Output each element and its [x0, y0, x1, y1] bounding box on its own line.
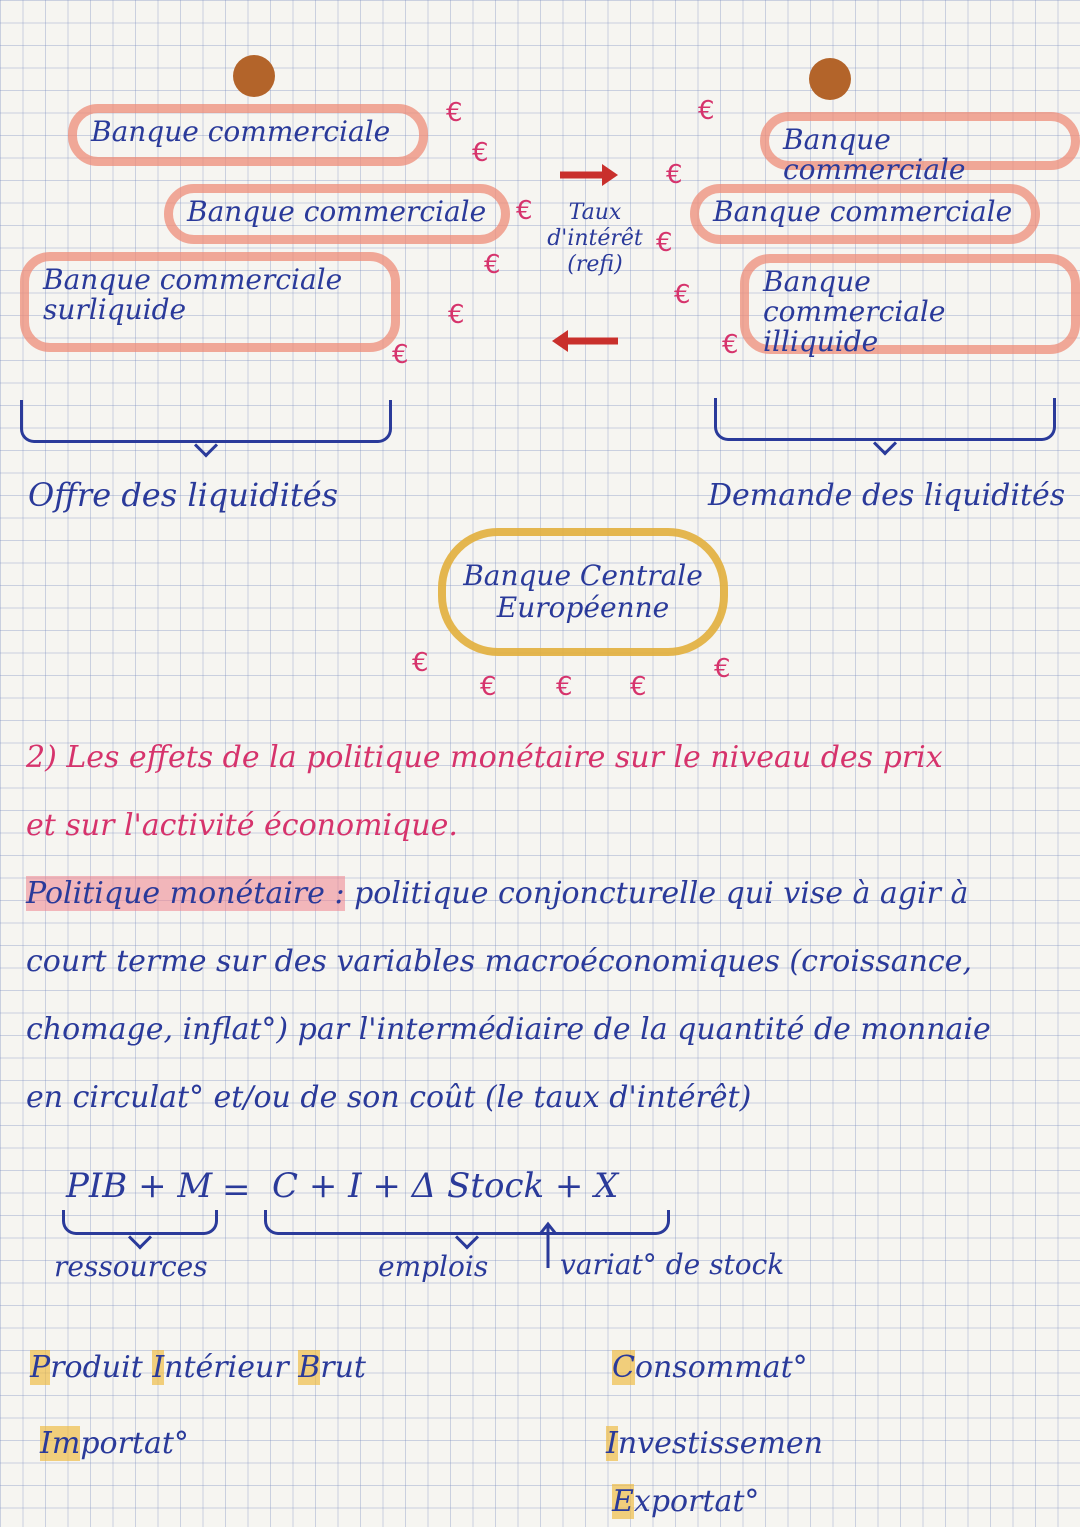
resources-brace [62, 1210, 218, 1235]
central-bank-bce: Banque Centrale Européenne [438, 528, 728, 656]
legend-word: roduit [50, 1350, 153, 1385]
punch-hole-left [233, 55, 275, 97]
right-bank-illiquide: Banque commerciale illiquide [740, 254, 1080, 354]
euro-icon: € [556, 672, 573, 702]
euro-icon: € [484, 250, 501, 280]
euro-icon: € [656, 228, 673, 258]
definition-text: politique conjoncturelle qui vise à agir à [344, 876, 969, 911]
legend-word: xportat° [633, 1484, 760, 1519]
section-heading-line2: et sur l'activité économique. [26, 808, 458, 843]
left-bank-1: Banque commerciale [68, 104, 428, 166]
left-brace [20, 400, 392, 443]
arrow-up-icon [536, 1220, 560, 1270]
legend-word: portat° [80, 1426, 189, 1461]
left-bank-2: Banque commerciale [164, 184, 510, 244]
equation-left: PIB + M [66, 1166, 213, 1206]
equation-right: C + I + Δ Stock + X [272, 1166, 619, 1206]
legend-investissement [606, 1426, 823, 1461]
legend-consommation [612, 1350, 808, 1385]
right-bank-1: Banque commerciale [760, 112, 1080, 170]
euro-icon: € [446, 98, 463, 128]
euro-icon: € [630, 672, 647, 702]
legend-initial: C [612, 1350, 635, 1385]
label-resources: ressources [54, 1250, 208, 1283]
arrow-left-icon [548, 326, 622, 356]
left-bank-surliquide: Banque commerciale surliquide [20, 252, 400, 352]
label-uses: emplois [378, 1250, 489, 1283]
legend-exportation [612, 1484, 759, 1519]
euro-icon: € [516, 196, 533, 226]
legend-word: ntérieur [164, 1350, 299, 1385]
euro-icon: € [674, 280, 691, 310]
offre-liquidites-caption: Offre des liquidités [28, 476, 339, 514]
legend-initial: I [606, 1426, 618, 1461]
euro-icon: € [714, 654, 731, 684]
definition-term: Politique monétaire : [26, 876, 345, 911]
definition-line3: chomage, inflat°) par l'intermédiaire de la quantité de monnaie [26, 1012, 991, 1047]
legend-initial: I [40, 1426, 52, 1461]
legend-initial: I [152, 1350, 165, 1385]
right-brace [714, 398, 1056, 441]
euro-icon: € [666, 160, 683, 190]
uses-brace [264, 1210, 670, 1235]
legend-importation [40, 1426, 189, 1461]
definition-line2: court terme sur des variables macroéconomiques (croissance, [26, 944, 973, 979]
demande-liquidites-caption: Demande des liquidités [708, 478, 1066, 513]
punch-hole-right [809, 58, 851, 100]
section-heading-line1: 2) Les effets de la politique monétaire sur le niveau des prix [26, 740, 943, 775]
euro-icon: € [392, 340, 409, 370]
right-bank-2: Banque commerciale [690, 184, 1040, 244]
euro-icon: € [480, 672, 497, 702]
legend-word: rut [320, 1350, 366, 1385]
euro-icon: € [472, 138, 489, 168]
euro-icon: € [448, 300, 465, 330]
label-stock-variation: variat° de stock [560, 1248, 785, 1281]
legend-initial: P [30, 1350, 51, 1385]
definition-line1 [26, 876, 968, 912]
legend-initial: m [51, 1426, 81, 1461]
euro-icon: € [412, 648, 429, 678]
center-label-taux: Taux d'intérêt (refi) [547, 200, 643, 277]
legend-initial: E [612, 1484, 634, 1519]
equation-equals: = [222, 1170, 251, 1210]
euro-icon: € [698, 96, 715, 126]
legend-pib [30, 1350, 366, 1385]
legend-word: onsommat° [634, 1350, 808, 1385]
arrow-right-icon [556, 160, 620, 190]
euro-icon: € [722, 330, 739, 360]
legend-initial: B [298, 1350, 321, 1385]
legend-word: nvestissemen [617, 1426, 823, 1461]
definition-line4: en circulat° et/ou de son coût (le taux d'intérêt) [26, 1080, 752, 1115]
